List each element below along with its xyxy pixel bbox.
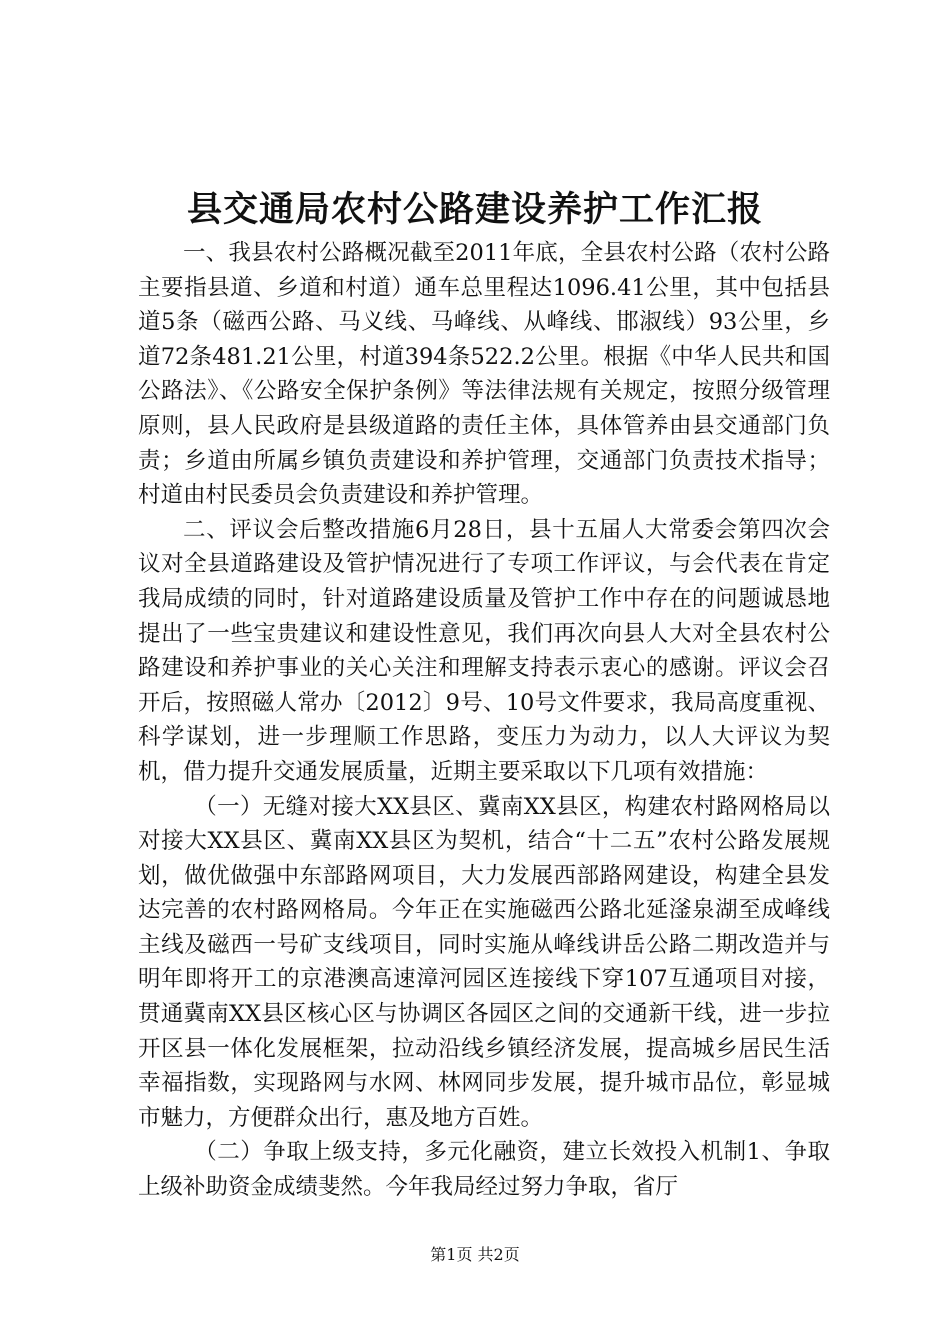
paragraph-rectification-measures: 二、评议会后整改措施6月28日，县十五届人大常委会第四次会议对全县道路建设及管护情况进行了专项工作评议，与会代表在肯定我局成绩的同时，针对道路建设质量及管护工作中存在的问题诚恳地提出了一些宝贵建议和建设性意见，我们再次向县人大对全县农村公路建设和养护事业的关心关注和理解支持表示衷心的感谢。评议会召开后，按照磁人常办〔2012〕9号、10号文件要求，我局高度重视、科学谋划，进一步理顺工作思路，变压力为动力，以人大评议为契机，借力提升交通发展质量，近期主要采取以下几项有效措施： <box>138 516 830 785</box>
page-footer <box>0 1244 950 1266</box>
paragraph-road-network: （一）无缝对接大XX县区、冀南XX县区，构建农村路网格局以对接大XX县区、冀南XX县区为契机，结合“十二五”农村公路发展规划，做优做强中东部路网项目，大力发展西部路网建设，构建全县发达完善的农村路网格局。今年正在实施磁西公路北延滏泉湖至成峰线主线及磁西一号矿支线项目，同时实施从峰线讲岳公路二期改造并与明年即将开工的京港澳高速漳河园区连接线下穿107互通项目对接，贯通冀南XX县区核心区与协调区各园区之间的交通新干线，进一步拉开区县一体化发展框架，拉动沿线乡镇经济发展，提高城乡居民生活幸福指数，实现路网与水网、林网同步发展，提升城市品位，彰显城市魅力，方便群众出行，惠及地方百姓。 <box>138 793 830 1131</box>
document-title: 县交通局农村公路建设养护工作汇报 <box>186 189 763 230</box>
page-number: 第1页 <box>430 1245 473 1264</box>
paragraph-overview: 一、我县农村公路概况截至2011年底，全县农村公路（农村公路主要指县道、乡道和村道）通车总里程达1096.41公里，其中包括县道5条（磁西公路、马义线、马峰线、从峰线、邯淑线）93公里，乡道72条481.21公里，村道394条522.2公里。根据《中华人民共和国公路法》、《公路安全保护条例》等法律法规有关规定，按照分级管理原则，县人民政府是县级道路的责任主体，具体管养由县交通部门负责；乡道由所属乡镇负责建设和养护管理，交通部门负责技术指导；村道由村民委员会负责建设和养护管理。 <box>138 240 830 509</box>
page-total: 共2页 <box>477 1245 520 1264</box>
paragraph-funding: （二）争取上级支持，多元化融资，建立长效投入机制1、争取上级补助资金成绩斐然。今年我局经过努力争取，省厅 <box>138 1139 830 1201</box>
document-body <box>138 236 830 1205</box>
